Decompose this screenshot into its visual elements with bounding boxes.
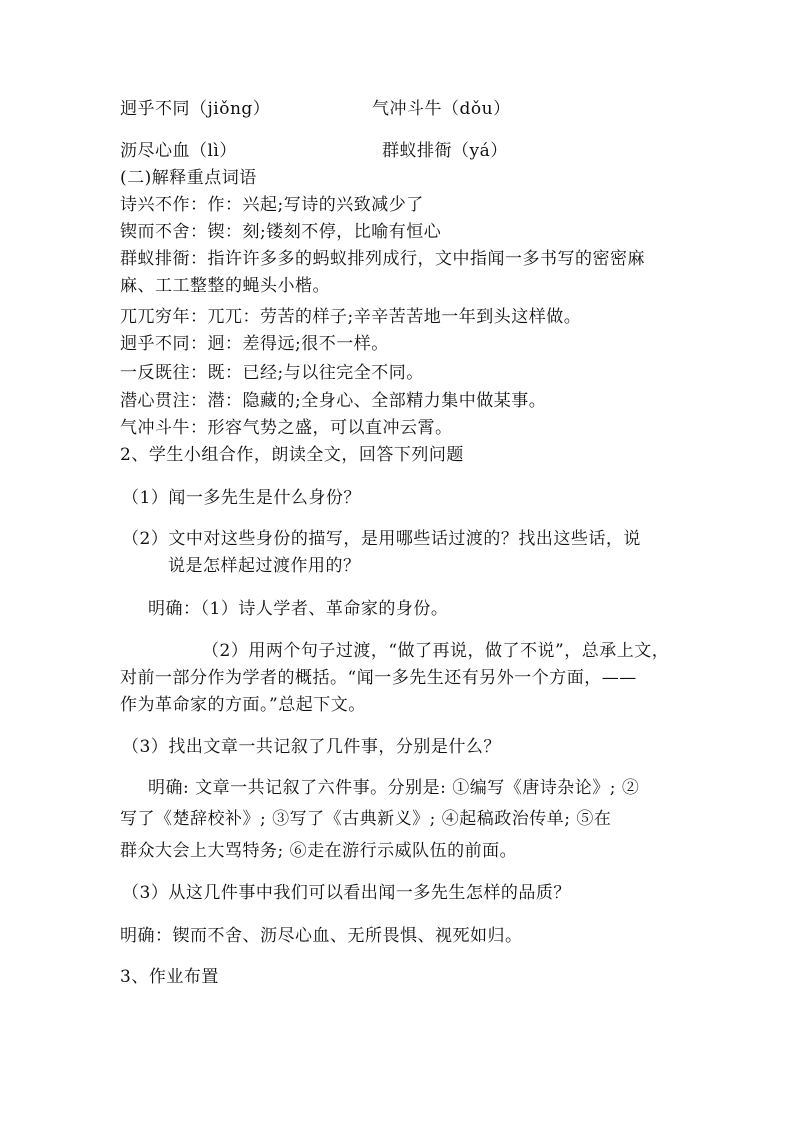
vocab-item: 锲而不舍：锲：刻;镂刻不停，比喻有恒心	[120, 222, 442, 242]
vocab-item: 兀兀穷年：兀兀：劳苦的样子;辛辛苦苦地一年到头这样做。	[120, 307, 582, 327]
question-3: （3）找出文章一共记叙了几件事，分别是什么？	[122, 737, 501, 757]
task3-title: 3、作业布置	[120, 967, 219, 987]
answer-2-line2: 对前一部分作为学者的概括。“闻一多先生还有另外一个方面，——	[120, 668, 637, 688]
pinyin-item: 群蚁排衙（yá）	[382, 141, 508, 161]
vocab-item: 群蚁排衙：指许许多多的蚂蚁排列成行，文中指闻一多书写的密密麻	[120, 249, 645, 269]
vocab-item: 诗兴不作：作：兴起;写诗的兴致减少了	[120, 195, 424, 215]
question-2-line2: 说是怎样起过渡作用的？	[168, 556, 361, 576]
question-4: （3）从这几件事中我们可以看出闻一多先生怎样的品质？	[122, 883, 571, 903]
section-title: (二)解释重点词语	[120, 168, 257, 188]
answer-3-line1: 明确: 文章一共记叙了六件事。分别是: ①编写《唐诗杂论》; ②	[148, 778, 640, 798]
pinyin-item: 沥尽心血（lì）	[120, 141, 237, 161]
pinyin-item: 气冲斗牛（dǒu）	[372, 99, 511, 119]
pinyin-item-right-2	[382, 140, 508, 162]
answer-1: 明确：（1）诗人学者、革命家的身份。	[148, 599, 449, 619]
pinyin-row-2	[120, 140, 237, 162]
pinyin-row-1	[120, 98, 270, 120]
question-2-line1: （2）文中对这些身份的描写，是用哪些话过渡的？找出这些话，说	[122, 529, 641, 549]
answer-2-line3: 作为革命家的方面。”总起下文。	[120, 695, 366, 715]
pinyin-item-right-1	[372, 98, 511, 120]
vocab-item: 迥乎不同：迥：差得远;很不一样。	[120, 334, 389, 354]
question-1: （1）闻一多先生是什么身份？	[122, 488, 361, 508]
answer-2-line1: （2）用两个句子过渡，“做了再说，做了不说”，总承上文，	[202, 641, 670, 661]
vocab-item-continuation: 麻、工工整整的蝇头小楷。	[120, 276, 330, 296]
vocab-item: 潜心贯注：潜：隐藏的;全身心、全部精力集中做某事。	[120, 391, 547, 411]
vocab-item: 一反既往：既：已经;与以往完全不同。	[120, 363, 424, 383]
pinyin-item: 迥乎不同（jiǒng）	[120, 99, 271, 119]
answer-3-line3: 群众大会上大骂特务; ⑥走在游行示威队伍的前面。	[120, 841, 518, 861]
vocab-item: 气冲斗牛：形容气势之盛，可以直冲云霄。	[120, 418, 453, 438]
answer-4: 明确：锲而不舍、沥尽心血、无所畏惧、视死如归。	[120, 926, 523, 946]
task2-title: 2、学生小组合作，朗读全文，回答下列问题	[120, 445, 464, 465]
answer-3-line2: 写了《楚辞校补》; ③写了《古典新义》; ④起稿政治传单; ⑤在	[120, 809, 612, 829]
